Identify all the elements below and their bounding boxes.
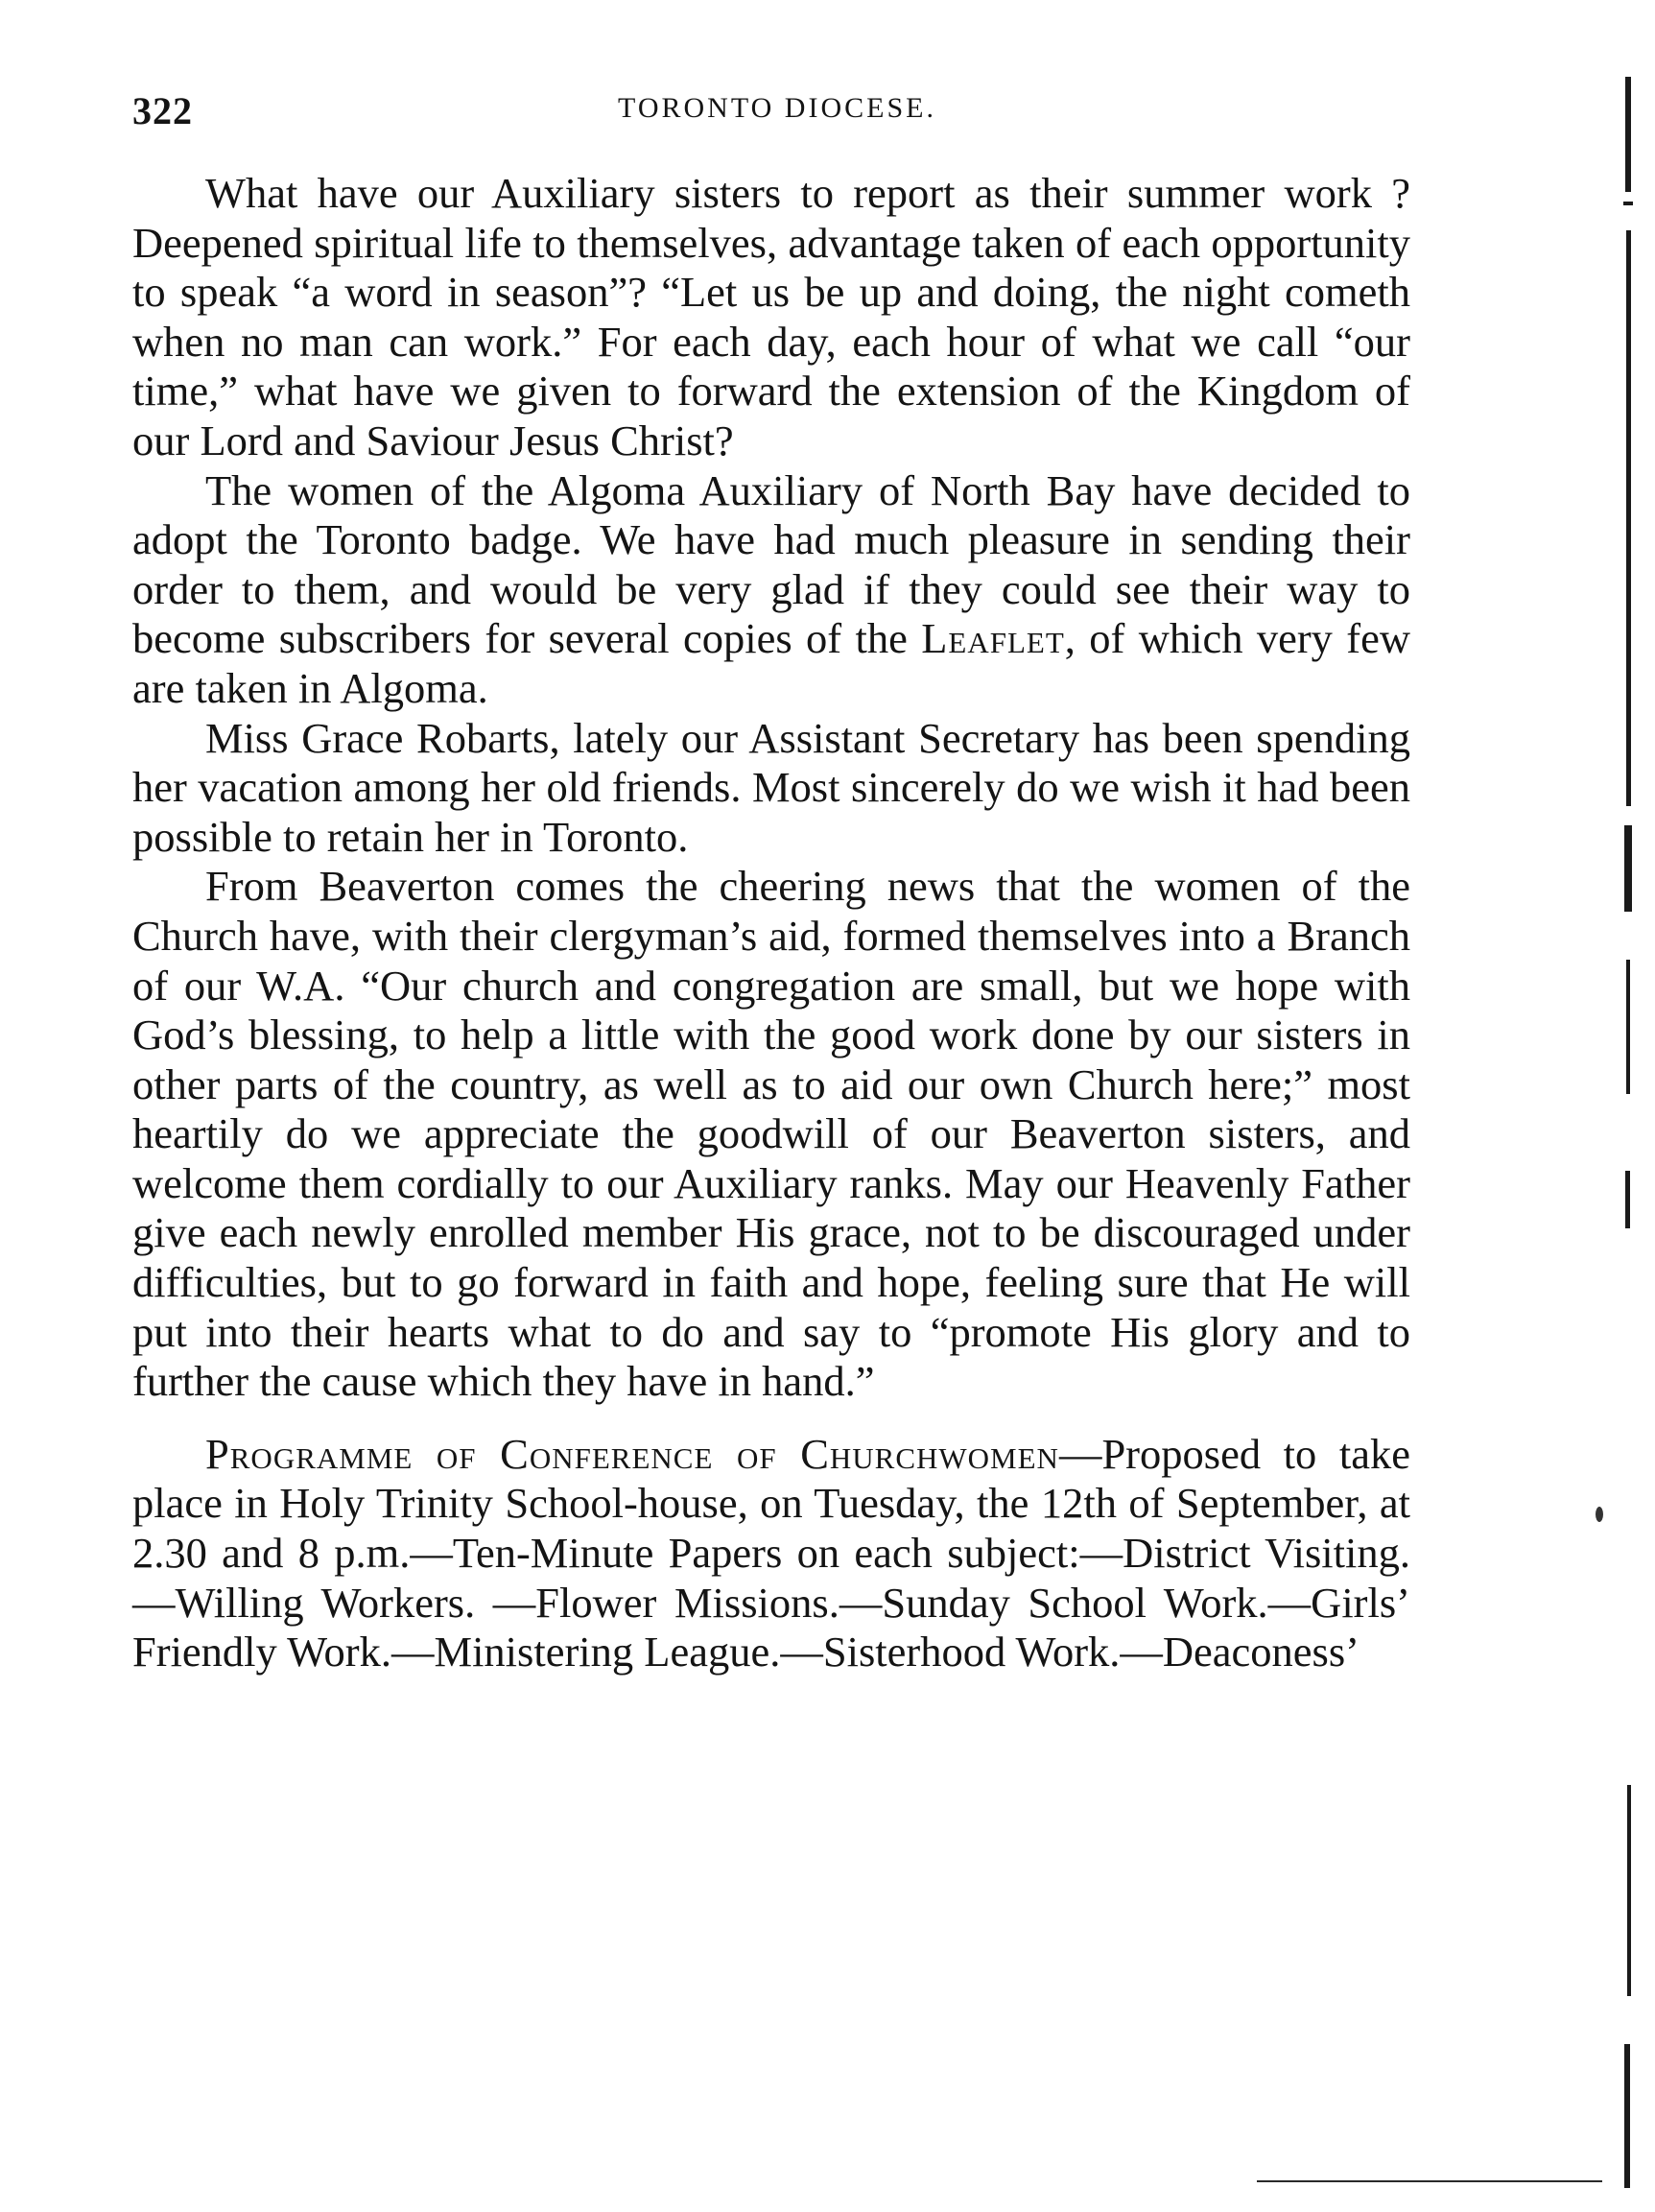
page-header bbox=[125, 88, 1430, 146]
algoma-text-after: , of which very few are taken in Algoma. bbox=[132, 614, 1410, 712]
paragraph-grace-robarts: Miss Grace Robarts, lately our Assistant Secretary has been spending her vacation among her old friends. Most sincerely do we wish it had been possible to retain her in Toronto. bbox=[132, 713, 1410, 861]
leaflet-title: Leaflet bbox=[921, 614, 1065, 663]
paragraph-programme bbox=[132, 1430, 1410, 1677]
programme-heading: Programme of Conference of Churchwomen bbox=[205, 1429, 1059, 1478]
scan-bottom-rule bbox=[1257, 2180, 1602, 2182]
page-body bbox=[132, 169, 1410, 1677]
scan-edge-artifact bbox=[1621, 38, 1635, 2188]
page-number: 322 bbox=[132, 89, 193, 132]
paragraph-summer-work: What have our Auxiliary sisters to report as their summer work ? Deepened spiritual life to themselves, advantage taken of each opportunity to speak “a word in season”? “Let us be up and doing, the night cometh when no man can work.” For each day, each hour of what we call “our time,” what have we given to forward the extension of the Kingdom of our Lord and Saviour Jesus Christ? bbox=[132, 169, 1410, 464]
running-head: TORONTO DIOCESE. bbox=[618, 92, 936, 124]
scan-speck bbox=[1596, 1507, 1603, 1522]
algoma-text-before: The women of the Algoma Auxiliary of North Bay have decided to adopt the Toronto badge. We have had much pleasure in sending their order to them, and would be very glad if they could see their way to become subscribers for several copies of the bbox=[132, 465, 1410, 663]
paragraph-algoma bbox=[132, 466, 1410, 714]
paragraph-beaverton: From Beaverton comes the cheering news that the women of the Church have, with their clergyman’s aid, formed themselves into a Branch of our W.A. “Our church and congregation are small, but we hope with God’s blessing, to help a little with the good work done by our sisters in other parts of the country, as well as to aid our own Church here;” most heartily do we appreciate the goodwill of our Beaverton sisters, and welcome them cordially to our Auxiliary ranks. May our Heavenly Father give each newly enrolled member His grace, not to be discouraged under difficulties, but to go forward in faith and hope, feeling sure that He will put into their hearts what to do and say to “promote His glory and to further the cause which they have in hand.” bbox=[132, 862, 1410, 1406]
programme-text: —Proposed to take place in Holy Trinity School-house, on Tuesday, the 12th of September, at 2.30 and 8 p.m.—Ten-Minute Papers on each subject:—District Visiting.—Willing Workers. —Flower Missions.—Sunday School Work.—Girls’ Friendly Work.—Ministering League.—Sisterhood Work.—Deaconess’ bbox=[132, 1429, 1410, 1677]
